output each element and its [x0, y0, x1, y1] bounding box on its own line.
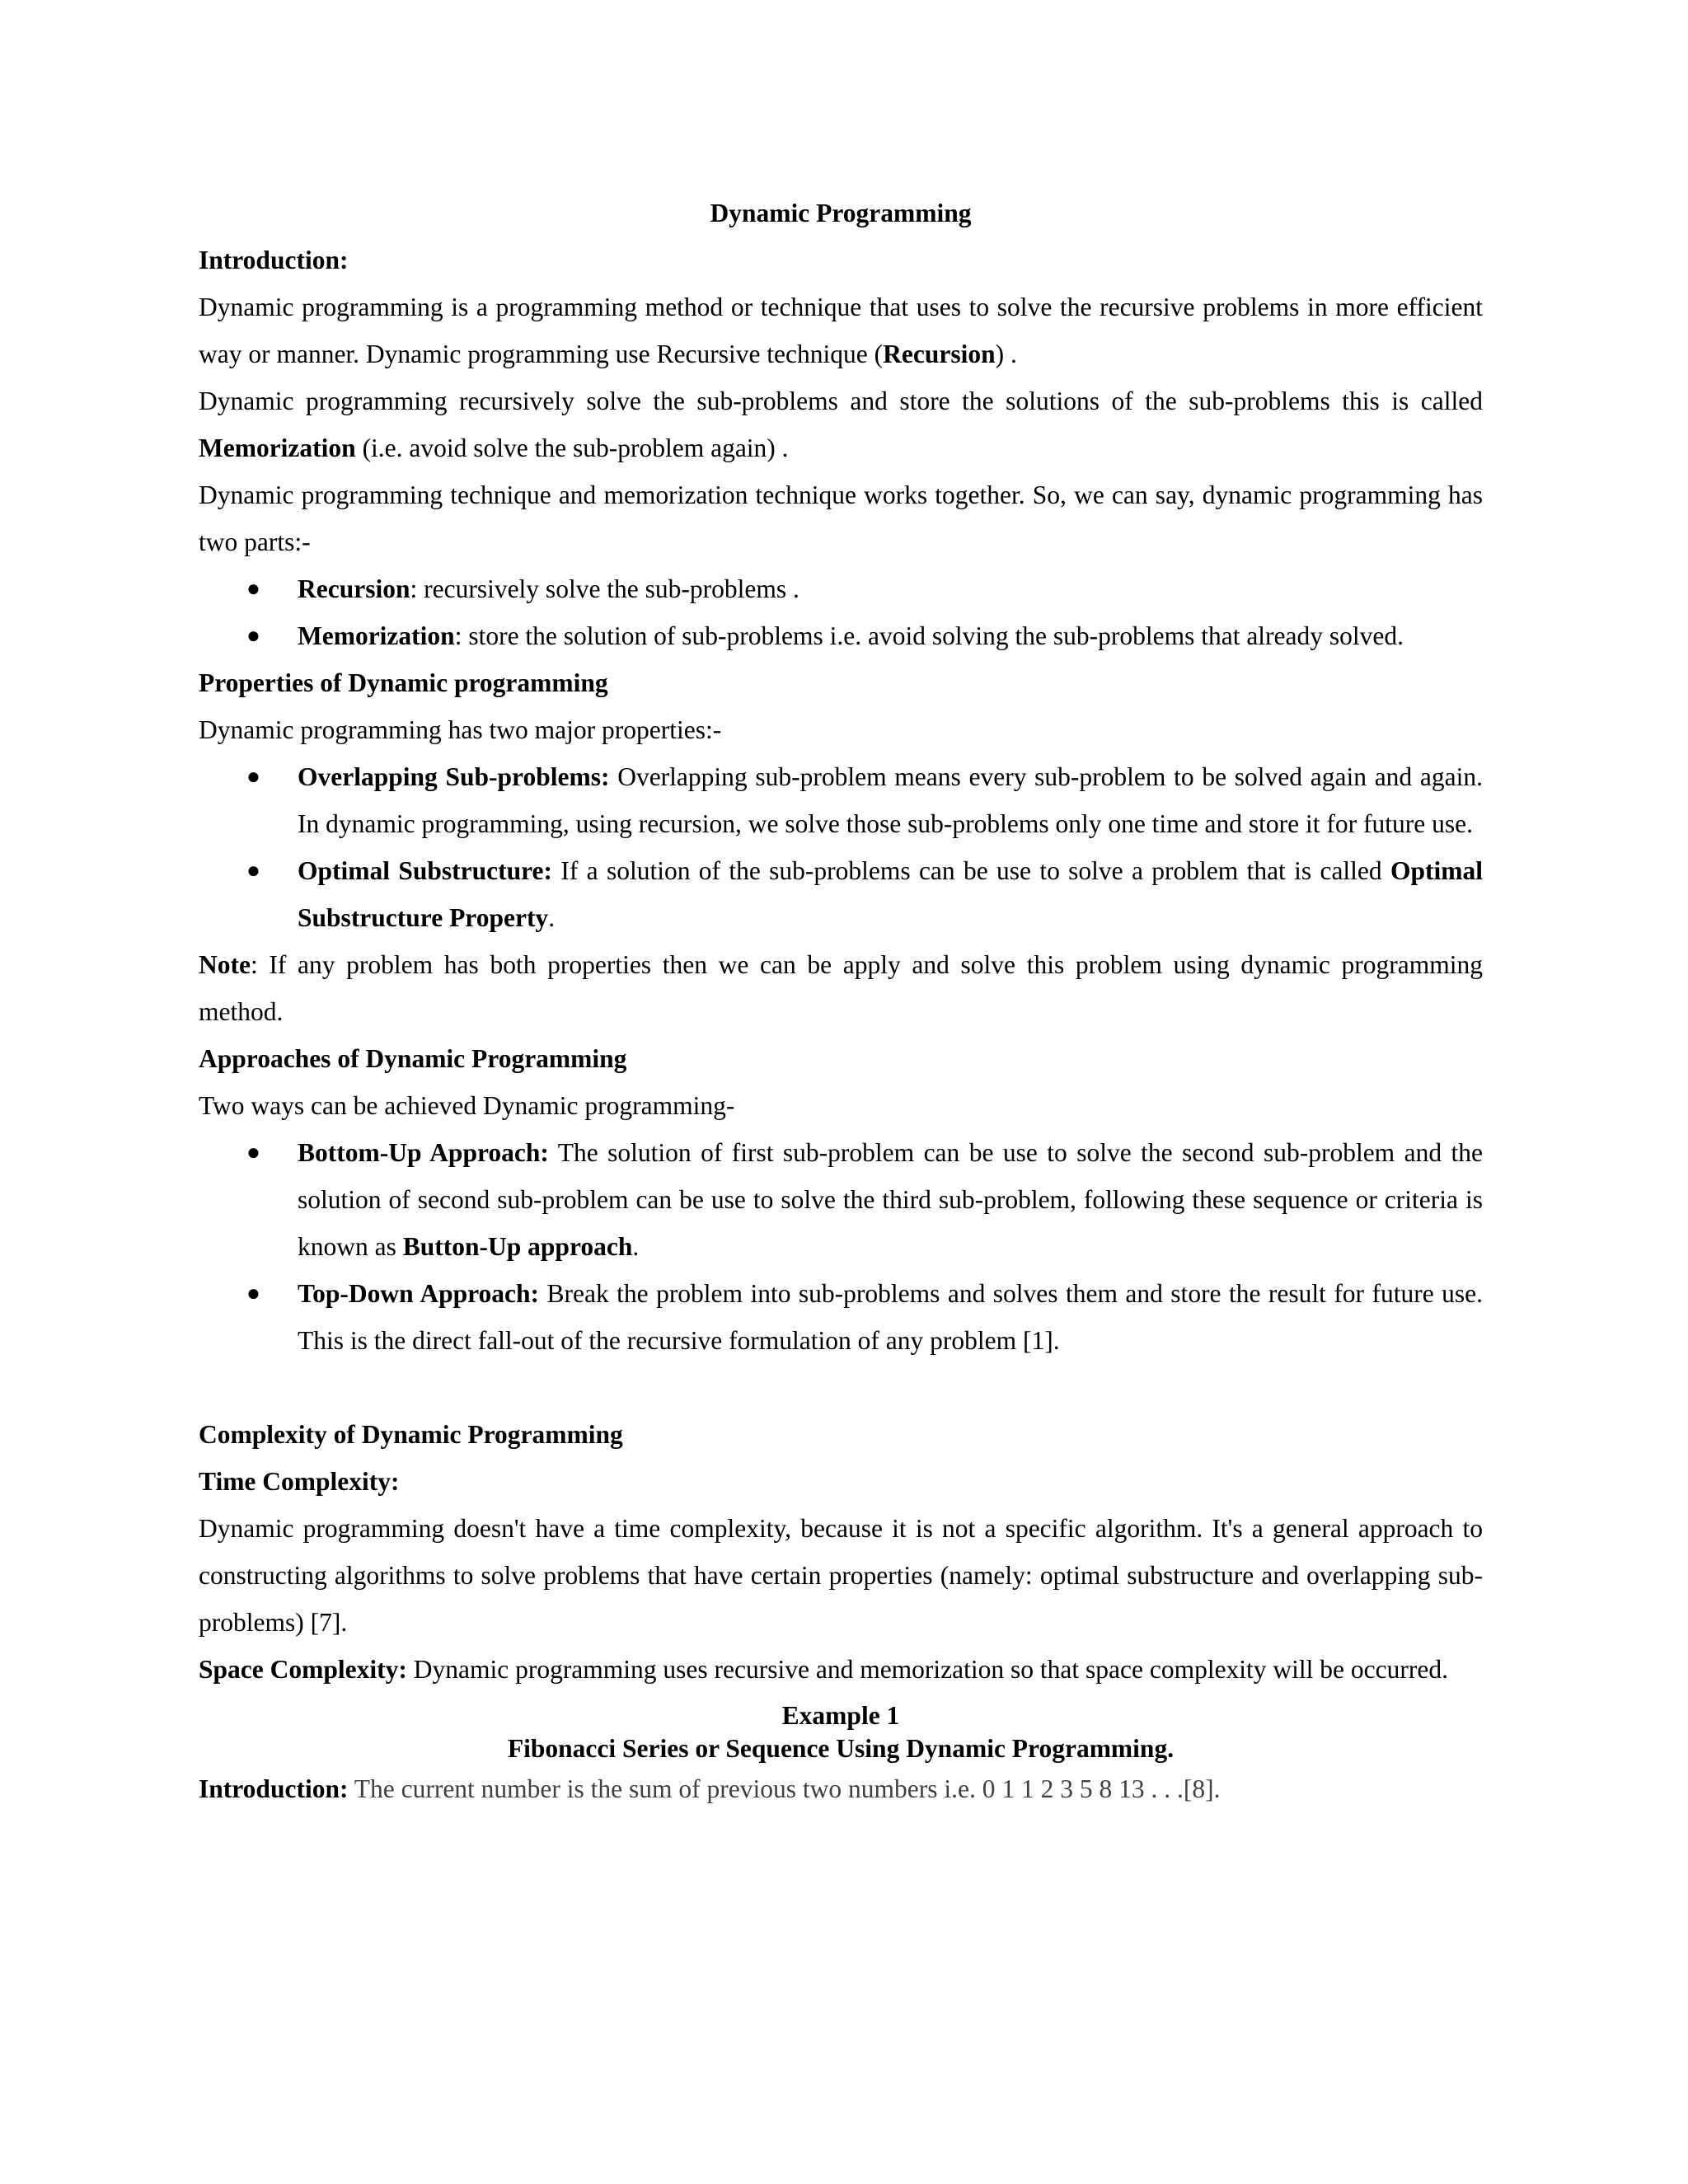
intro-p2-end: (i.e. avoid solve the sub-problem again) . [355, 434, 789, 462]
bullet-bold: Button-Up approach [402, 1232, 633, 1261]
bullet-end: . [548, 903, 556, 932]
bullet-term: Optimal Substructure: [298, 856, 553, 885]
bullet-text: : store the solution of sub-problems i.e. avoid solving the sub-problems that already solved. [454, 621, 1404, 650]
intro-p1-end: ) . [995, 340, 1017, 368]
example-title-text: Fibonacci Series or Sequence Using Dynamic Programming. [507, 1734, 1175, 1763]
bullet-text: If a solution of the sub-problems can be use to solve a problem that is called [552, 856, 1390, 885]
approaches-bullet-list [199, 1129, 1483, 1364]
bullet-text: : recursively solve the sub-problems . [410, 574, 799, 603]
example-label [199, 1699, 1483, 1732]
complexity-heading: Complexity of Dynamic Programming [199, 1420, 623, 1449]
example-intro [199, 1765, 1483, 1812]
note-text: : If any problem has both properties then we can be apply and solve this problem using dynamic programming method. [199, 950, 1483, 1026]
bullet-icon: ● [246, 858, 260, 883]
bullet-icon: ● [246, 1281, 260, 1306]
intro-heading: Introduction: [199, 246, 349, 274]
section-spacer [199, 1364, 1483, 1411]
list-item [199, 847, 1483, 941]
approaches-lead: Two ways can be achieved Dynamic programming- [199, 1091, 735, 1120]
bullet-icon: ● [246, 623, 260, 649]
list-item [199, 753, 1483, 847]
bullet-icon: ● [246, 1140, 260, 1165]
properties-heading: Properties of Dynamic programming [199, 668, 608, 697]
page-title: Dynamic Programming [710, 199, 972, 227]
bullet-text: The solution of first sub-problem can be use to solve the second sub-problem and the solution of second sub-problem can be use to solve the third sub-problem, following these sequence or criteria is known as [298, 1138, 1483, 1261]
bullet-bold: Optimal Substructure Property [298, 856, 1483, 932]
properties-lead: Dynamic programming has two major properties:- [199, 715, 722, 744]
example-title [199, 1732, 1483, 1765]
example-intro-text: The current number is the sum of previous two numbers i.e. 0 1 1 2 3 5 8 13 . . .[8]. [348, 1774, 1221, 1803]
bullet-icon: ● [246, 764, 260, 790]
list-item [199, 1129, 1483, 1270]
bullet-term: Top-Down Approach: [298, 1279, 540, 1308]
list-item [199, 1270, 1483, 1364]
bullet-icon: ● [246, 576, 260, 602]
bullet-term: Bottom-Up Approach: [298, 1138, 549, 1167]
space-term: Space Complexity: [199, 1655, 407, 1684]
space-complexity-paragraph [199, 1646, 1483, 1693]
intro-p2-bold: Memorization [199, 434, 356, 462]
bullet-text: Overlapping sub-problem means every sub-problem to be solved again and again. In dynamic programming, using recursion, we solve those sub-problems only one time and store it for future use. [298, 762, 1483, 838]
intro-paragraph-3: Dynamic programming technique and memorization technique works together. So, we can say, dynamic programming has two parts:- [199, 480, 1483, 556]
bullet-end: . [632, 1232, 640, 1261]
bullet-term: Overlapping Sub-problems: [298, 762, 610, 791]
example-intro-term: Introduction: [199, 1774, 349, 1803]
properties-bullet-list [199, 753, 1483, 941]
bullet-term: Recursion [298, 574, 410, 603]
note-term: Note [199, 950, 251, 979]
intro-p2-text: Dynamic programming recursively solve the sub-problems and store the solutions of the sub-problems this is called [199, 387, 1483, 415]
list-item [199, 612, 1483, 659]
intro-bullet-list [199, 565, 1483, 659]
intro-paragraph-1 [199, 284, 1483, 377]
list-item [199, 565, 1483, 612]
intro-paragraph-2 [199, 377, 1483, 471]
example-label-text: Example 1 [781, 1701, 900, 1730]
document-body [199, 190, 1483, 1812]
intro-p1-bold: Recursion [883, 340, 996, 368]
time-complexity-heading: Time Complexity: [199, 1467, 400, 1496]
bullet-term: Memorization [298, 621, 455, 650]
time-complexity-paragraph: Dynamic programming doesn't have a time complexity, because it is not a specific algorithm. It's a general approach to constructing algorithms to solve problems that have certain properties (namely: optimal substructure and overlapping sub-problems) [7]. [199, 1514, 1483, 1637]
intro-p1-text: Dynamic programming is a programming method or technique that uses to solve the recursive problems in more efficient way or manner. Dynamic programming use Recursive technique ( [199, 293, 1483, 368]
approaches-heading: Approaches of Dynamic Programming [199, 1044, 627, 1073]
space-text: Dynamic programming uses recursive and memorization so that space complexity will be occurred. [406, 1655, 1448, 1684]
note-paragraph [199, 941, 1483, 1035]
bullet-text: Break the problem into sub-problems and solves them and store the result for future use. This is the direct fall-out of the recursive formulation of any problem [1]. [298, 1279, 1484, 1355]
